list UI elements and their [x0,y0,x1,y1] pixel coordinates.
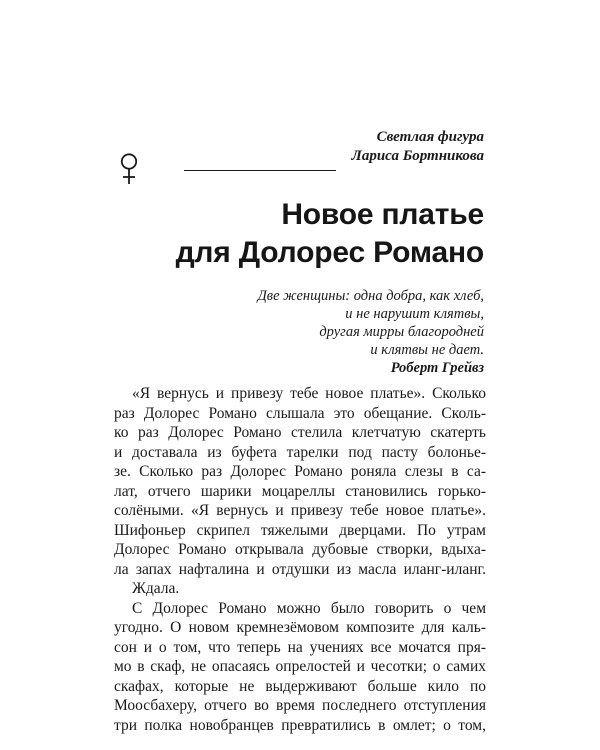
body-line: зе. Сколько раз Долорес Романо роняла слезы в са- [114,463,486,480]
body-line: скафах, которые не выдерживают больше кило по [114,677,486,695]
body-line: Долорес Романо открывала дубовые створки, вдыха- [114,541,486,558]
epigraph [104,287,484,378]
story-title [64,196,484,272]
body-line: солёными. «Я вернусь и привезу тебе новое платье». [114,502,486,519]
body-line: угодно. О новом кремнезёмовом композите для каль- [114,619,486,636]
epigraph-line: и клятвы не дает. [370,342,484,358]
body-line: ла запах нафталина и отдушки из масла иланг-иланг. [114,560,486,578]
venus-icon [118,152,140,186]
symbol-divider [0,152,600,186]
body-line: сон и о том, что теперь на учениях все мочатся пря- [114,638,486,656]
body-line: раз Долорес Романо слышала это обещание. Сколь- [114,404,486,422]
divider-rule [184,170,336,171]
body-line: три полка новобранцев превратились в омлет; о том, [114,716,486,734]
body-line: и доставала из буфета тарелки под пасту болонье- [114,443,486,461]
series-title: Светлая фигура [376,129,484,145]
body-line: Моосбахеру, отчего во время последнего отступления [114,697,486,714]
epigraph-line: Две женщины: одна добра, как хлеб, [257,288,484,304]
epigraph-author: Роберт Грейвз [390,360,484,376]
body-line: мо в скаф, не опасаясь опрелостей и чесотки; о самих [114,658,486,675]
body-line: лат, отчего шарики моцареллы становились горько- [114,482,486,500]
body-line: С Долорес Романо можно было говорить о чем [132,599,486,617]
epigraph-line: другая мирры благородней [319,324,484,340]
body-line: ко раз Долорес Романо стелила клетчатую скатерть [114,424,486,441]
body-line: Шифоньер скрипел тяжелыми дверцами. По утрам [114,521,486,539]
body-text [114,384,486,735]
title-line-2: для Долорес Романо [175,236,484,269]
author-name: Лариса Бортникова [351,148,484,164]
epigraph-line: и не нарушит клятвы, [345,306,484,322]
body-line: Ждала. [132,580,180,597]
body-line: «Я вернусь и привезу тебе новое платье». Сколько [132,385,486,402]
title-line-1: Новое платье [281,198,484,231]
